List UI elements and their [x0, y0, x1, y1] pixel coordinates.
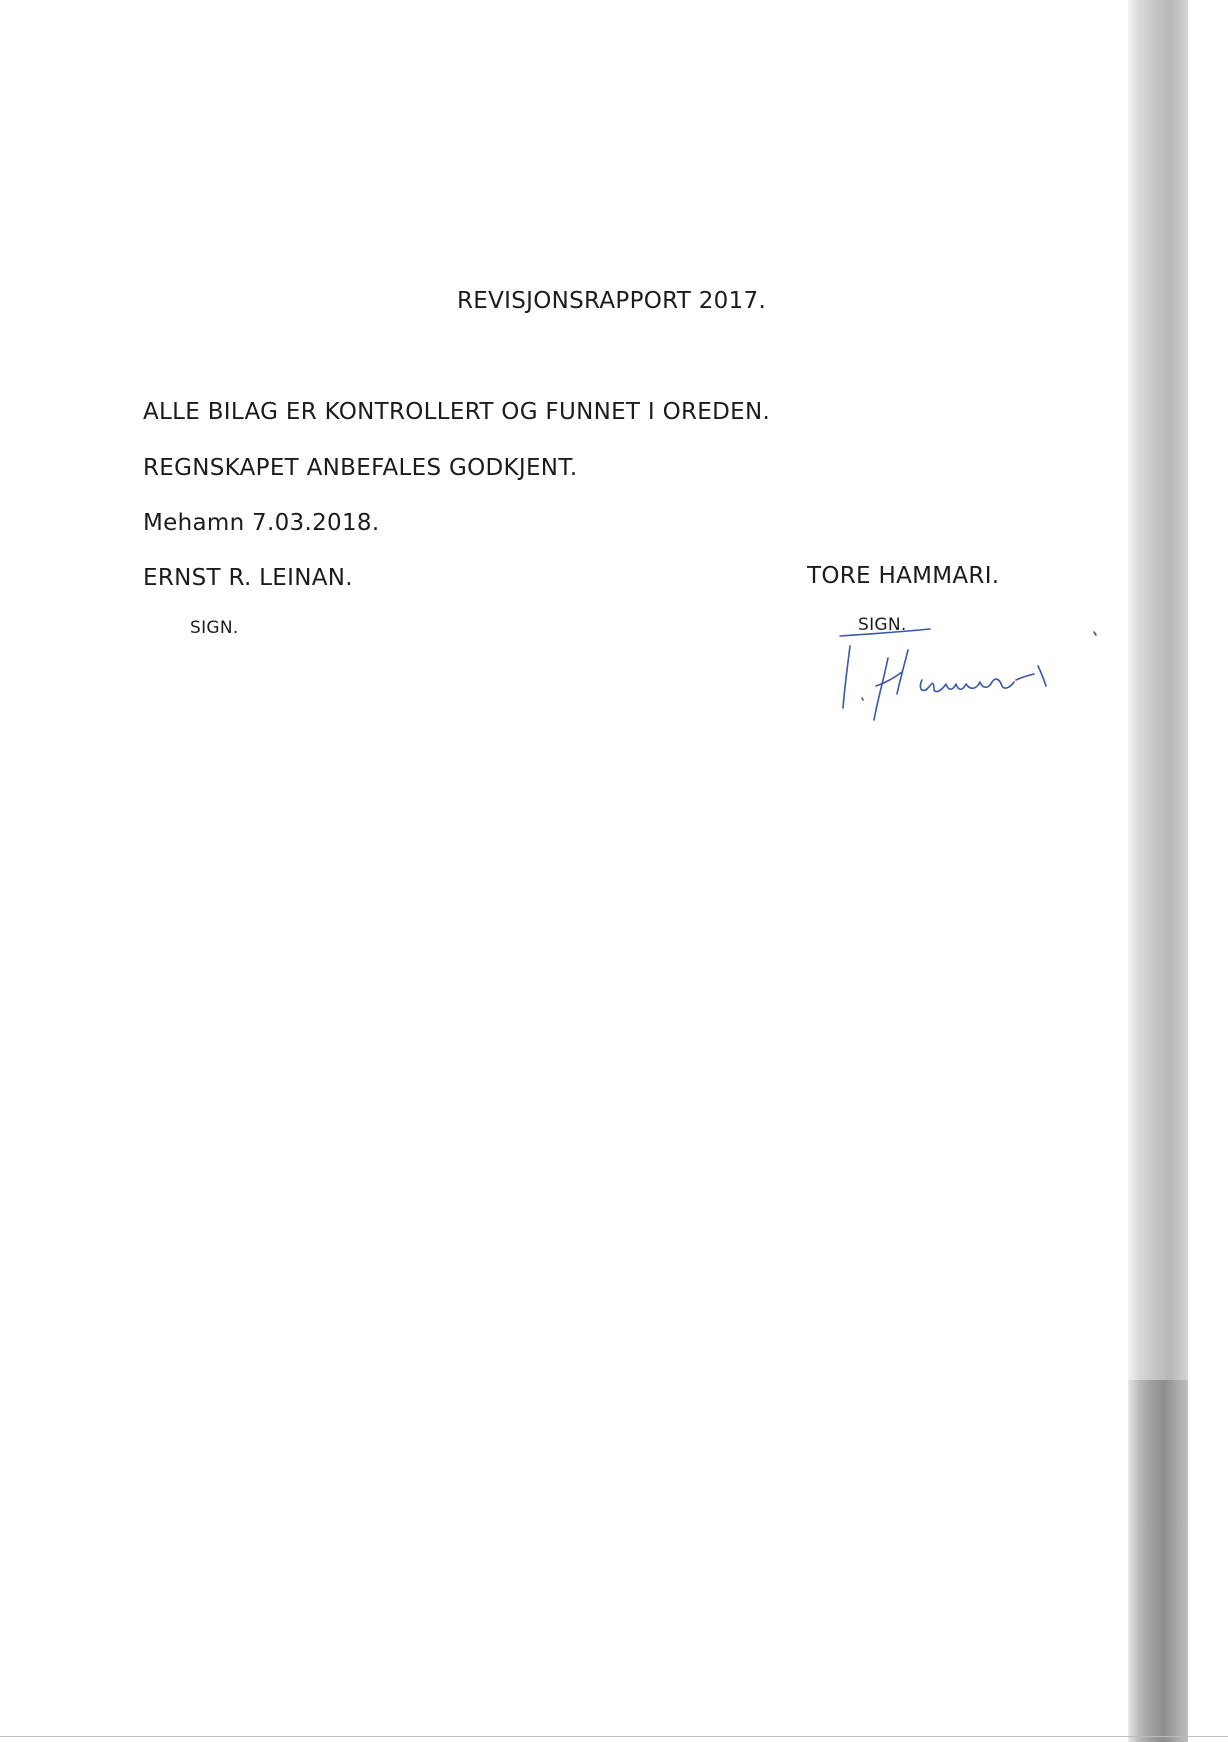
scan-margin-right [1188, 0, 1228, 1742]
place-date-line: Mehamn 7.03.2018. [143, 510, 380, 536]
page-bottom-line [0, 1736, 1228, 1737]
audit-statement-line: ALLE BILAG ER KONTROLLERT OG FUNNET I OREDEN. [143, 399, 771, 425]
scan-shadow-edge-dark [1128, 1380, 1188, 1742]
recommendation-line: REGNSKAPET ANBEFALES GODKJENT. [143, 455, 578, 481]
sign-label-right: SIGN. [858, 615, 907, 635]
handwritten-signature [830, 628, 1120, 728]
signatory-name-right: TORE HAMMARI. [807, 563, 1000, 589]
document-title: REVISJONSRAPPORT 2017. [457, 288, 767, 314]
sign-label-left: SIGN. [190, 618, 239, 638]
signatory-name-left: ERNST R. LEINAN. [143, 565, 353, 591]
